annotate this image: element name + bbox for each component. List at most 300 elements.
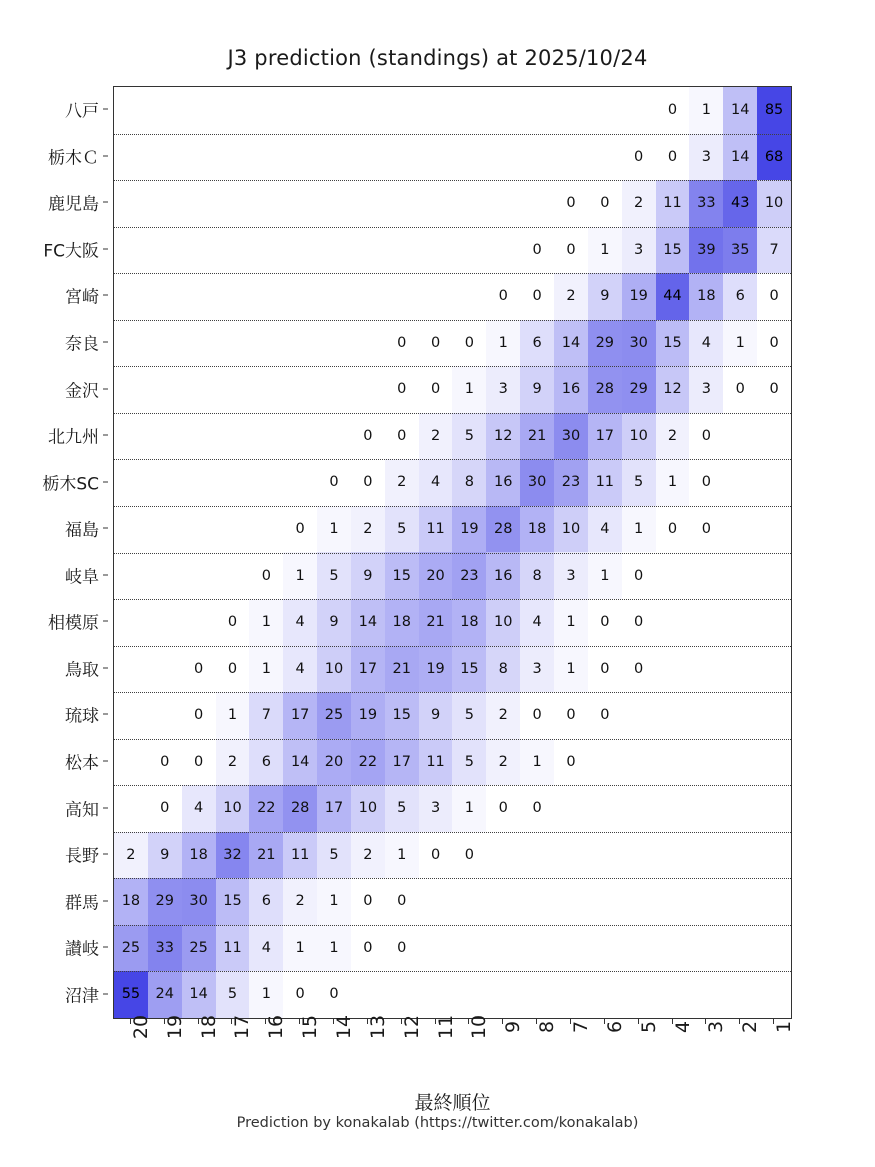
heatmap-cell: 9	[317, 599, 351, 646]
heatmap-cell	[148, 599, 182, 646]
y-axis-labels	[0, 86, 108, 1019]
heatmap-plot	[113, 86, 792, 1019]
heatmap-cell: 8	[520, 552, 554, 599]
heatmap-cell	[622, 739, 656, 786]
heatmap-cell: 4	[283, 599, 317, 646]
heatmap-cell	[148, 180, 182, 227]
y-axis-tick	[103, 109, 108, 110]
heatmap-cell: 0	[351, 413, 385, 460]
y-axis-tick	[103, 435, 108, 436]
heatmap-cell	[689, 692, 723, 739]
heatmap-cell: 10	[554, 506, 588, 553]
heatmap-cell	[689, 878, 723, 925]
heatmap-cell	[182, 227, 216, 274]
heatmap-cell	[452, 134, 486, 181]
heatmap-cell	[385, 87, 419, 134]
heatmap-cell: 6	[520, 320, 554, 367]
heatmap-cell	[114, 273, 148, 320]
heatmap-cell	[283, 87, 317, 134]
heatmap-cell	[114, 692, 148, 739]
heatmap-cell: 33	[148, 925, 182, 972]
heatmap-cell	[114, 785, 148, 832]
heatmap-cell	[283, 413, 317, 460]
heatmap-cell: 1	[554, 599, 588, 646]
heatmap-cell: 2	[283, 878, 317, 925]
heatmap-cell	[452, 87, 486, 134]
heatmap-cell: 21	[385, 646, 419, 693]
heatmap-cell	[419, 273, 453, 320]
heatmap-cell: 18	[689, 273, 723, 320]
heatmap-cell	[249, 413, 283, 460]
heatmap-cell	[385, 227, 419, 274]
heatmap-cell: 17	[588, 413, 622, 460]
y-axis-tick-label: 北九州	[48, 427, 99, 448]
heatmap-cell: 1	[486, 320, 520, 367]
heatmap-cell: 11	[419, 506, 453, 553]
x-axis-tick-label: 12	[400, 1014, 423, 1040]
heatmap-cell	[182, 413, 216, 460]
heatmap-cell: 0	[622, 599, 656, 646]
heatmap-cell	[148, 273, 182, 320]
x-axis-labels	[113, 1014, 796, 1079]
heatmap-cell: 8	[452, 459, 486, 506]
heatmap-cell: 16	[486, 552, 520, 599]
heatmap-cell	[723, 692, 757, 739]
heatmap-cell: 17	[385, 739, 419, 786]
y-axis-tick	[103, 528, 108, 529]
heatmap-cell: 3	[689, 134, 723, 181]
heatmap-cell	[182, 552, 216, 599]
heatmap-cell: 0	[554, 692, 588, 739]
heatmap-cell: 19	[452, 506, 486, 553]
heatmap-cell	[148, 459, 182, 506]
heatmap-cell: 0	[182, 692, 216, 739]
heatmap-cell	[656, 692, 690, 739]
heatmap-cell	[351, 273, 385, 320]
heatmap-cell: 1	[452, 366, 486, 413]
heatmap-cell	[148, 646, 182, 693]
heatmap-cell	[249, 506, 283, 553]
heatmap-cell	[689, 925, 723, 972]
heatmap-cell	[486, 925, 520, 972]
heatmap-cell: 33	[689, 180, 723, 227]
heatmap-cell: 22	[249, 785, 283, 832]
heatmap-cell	[588, 785, 622, 832]
heatmap-cell	[656, 599, 690, 646]
heatmap-cell	[622, 832, 656, 879]
y-axis-tick	[103, 993, 108, 994]
heatmap-cell: 4	[283, 646, 317, 693]
heatmap-cell: 6	[249, 878, 283, 925]
y-axis-tick-label: 宮崎	[65, 287, 99, 308]
y-axis-tick-label: 群馬	[65, 893, 99, 914]
heatmap-cell	[317, 134, 351, 181]
heatmap-cell: 0	[554, 739, 588, 786]
heatmap-cell	[486, 87, 520, 134]
heatmap-cell: 10	[622, 413, 656, 460]
y-axis-tick-label: FC大阪	[43, 241, 99, 262]
y-axis-tick	[103, 854, 108, 855]
heatmap-cell: 17	[283, 692, 317, 739]
heatmap-cell	[283, 227, 317, 274]
heatmap-cell: 2	[486, 692, 520, 739]
heatmap-cell: 1	[723, 320, 757, 367]
heatmap-cell	[757, 785, 791, 832]
heatmap-cell	[351, 366, 385, 413]
heatmap-cell: 1	[249, 646, 283, 693]
heatmap-cell: 1	[588, 552, 622, 599]
heatmap-cell	[249, 273, 283, 320]
heatmap-cell	[656, 785, 690, 832]
heatmap-cell: 14	[723, 134, 757, 181]
heatmap-cell: 1	[452, 785, 486, 832]
heatmap-cell: 9	[588, 273, 622, 320]
heatmap-cell: 0	[351, 878, 385, 925]
heatmap-cell	[520, 925, 554, 972]
heatmap-cell	[723, 506, 757, 553]
heatmap-cell	[588, 971, 622, 1018]
heatmap-cell	[757, 971, 791, 1018]
heatmap-cell	[656, 878, 690, 925]
heatmap-cell	[723, 971, 757, 1018]
heatmap-cell	[486, 227, 520, 274]
heatmap-cell	[452, 273, 486, 320]
heatmap-cell	[452, 925, 486, 972]
heatmap-cell: 10	[351, 785, 385, 832]
y-axis-tick	[103, 155, 108, 156]
heatmap-cell: 0	[148, 739, 182, 786]
y-axis-tick	[103, 481, 108, 482]
y-axis-tick-label: 栃木Ｃ	[48, 148, 99, 169]
heatmap-cell: 1	[622, 506, 656, 553]
x-axis-tick-label: 10	[468, 1014, 491, 1040]
heatmap-cell: 25	[317, 692, 351, 739]
heatmap-cell: 3	[520, 646, 554, 693]
heatmap-cell: 15	[656, 320, 690, 367]
heatmap-cell	[114, 413, 148, 460]
heatmap-cell: 20	[419, 552, 453, 599]
heatmap-cell	[757, 739, 791, 786]
heatmap-cell: 0	[385, 925, 419, 972]
heatmap-cell: 28	[486, 506, 520, 553]
heatmap-cell	[249, 459, 283, 506]
heatmap-cell: 0	[452, 832, 486, 879]
heatmap-cell: 85	[757, 87, 791, 134]
heatmap-cell: 1	[385, 832, 419, 879]
heatmap-cell: 17	[317, 785, 351, 832]
heatmap-cell	[351, 320, 385, 367]
heatmap-cell	[723, 413, 757, 460]
heatmap-cell: 1	[317, 506, 351, 553]
x-axis-tick-label: 2	[739, 1020, 762, 1034]
heatmap-cell: 29	[148, 878, 182, 925]
heatmap-cell	[723, 832, 757, 879]
y-axis-tick	[103, 342, 108, 343]
heatmap-cell: 14	[283, 739, 317, 786]
heatmap-cell: 5	[452, 739, 486, 786]
heatmap-cell: 8	[486, 646, 520, 693]
heatmap-cell	[249, 227, 283, 274]
heatmap-cell: 0	[656, 134, 690, 181]
x-axis-tick-label: 9	[502, 1020, 525, 1034]
heatmap-cell	[554, 87, 588, 134]
heatmap-cell: 30	[622, 320, 656, 367]
page-title: J3 prediction (standings) at 2025/10/24	[227, 46, 648, 70]
heatmap-cell: 0	[554, 180, 588, 227]
x-axis-tick-label: 7	[569, 1020, 592, 1034]
heatmap-cell: 2	[351, 506, 385, 553]
heatmap-cell: 2	[486, 739, 520, 786]
heatmap-cell	[283, 273, 317, 320]
heatmap-cell	[656, 832, 690, 879]
heatmap-cell: 18	[385, 599, 419, 646]
heatmap-cell	[148, 227, 182, 274]
heatmap-cell	[317, 180, 351, 227]
heatmap-cell: 30	[554, 413, 588, 460]
heatmap-cell	[520, 971, 554, 1018]
heatmap-cell: 0	[385, 320, 419, 367]
heatmap-cell: 29	[622, 366, 656, 413]
heatmap-cell: 7	[757, 227, 791, 274]
heatmap-cell	[317, 273, 351, 320]
heatmap-cell	[351, 87, 385, 134]
heatmap-cell: 0	[520, 785, 554, 832]
heatmap-cell: 10	[317, 646, 351, 693]
heatmap-cell	[216, 180, 250, 227]
heatmap-cell: 0	[520, 227, 554, 274]
heatmap-cell: 0	[317, 971, 351, 1018]
heatmap-cell: 2	[114, 832, 148, 879]
y-axis-tick	[103, 295, 108, 296]
heatmap-cell: 28	[283, 785, 317, 832]
heatmap-cell	[757, 552, 791, 599]
heatmap-cell: 14	[554, 320, 588, 367]
heatmap-cell	[182, 366, 216, 413]
heatmap-cell: 43	[723, 180, 757, 227]
heatmap-cell: 0	[317, 459, 351, 506]
heatmap-cell: 0	[385, 878, 419, 925]
heatmap-cell	[723, 925, 757, 972]
heatmap-cell: 14	[182, 971, 216, 1018]
heatmap-cell: 0	[351, 925, 385, 972]
heatmap-cell	[182, 273, 216, 320]
heatmap-cell: 0	[689, 459, 723, 506]
heatmap-cell	[216, 413, 250, 460]
heatmap-cell: 6	[723, 273, 757, 320]
heatmap-cell	[588, 925, 622, 972]
heatmap-cell	[757, 692, 791, 739]
heatmap-cell	[757, 506, 791, 553]
heatmap-cell: 0	[757, 273, 791, 320]
heatmap-cell: 2	[385, 459, 419, 506]
heatmap-cell: 0	[689, 413, 723, 460]
heatmap-cell: 10	[757, 180, 791, 227]
heatmap-cell: 11	[419, 739, 453, 786]
heatmap-cell	[554, 785, 588, 832]
heatmap-cell	[419, 227, 453, 274]
heatmap-cell	[757, 459, 791, 506]
heatmap-cell	[182, 320, 216, 367]
heatmap-cell: 10	[486, 599, 520, 646]
heatmap-cell	[351, 971, 385, 1018]
heatmap-cell: 32	[216, 832, 250, 879]
heatmap-cell: 1	[283, 925, 317, 972]
heatmap-cell: 4	[689, 320, 723, 367]
x-axis-title: 最終順位	[414, 1092, 491, 1114]
y-axis-tick-label: 沼津	[65, 986, 99, 1007]
heatmap-cell	[520, 134, 554, 181]
heatmap-cell: 0	[283, 971, 317, 1018]
heatmap-cell	[216, 506, 250, 553]
heatmap-cell	[249, 87, 283, 134]
heatmap-cell: 0	[351, 459, 385, 506]
heatmap-cell: 11	[216, 925, 250, 972]
heatmap-cell	[486, 134, 520, 181]
heatmap-cell	[351, 134, 385, 181]
heatmap-cell: 1	[520, 739, 554, 786]
heatmap-cell: 2	[216, 739, 250, 786]
heatmap-cell: 18	[182, 832, 216, 879]
heatmap-cell: 28	[588, 366, 622, 413]
x-axis-tick-label: 13	[366, 1014, 389, 1040]
y-axis-tick	[103, 388, 108, 389]
heatmap-cell: 2	[622, 180, 656, 227]
heatmap-cell: 19	[351, 692, 385, 739]
heatmap-cell: 19	[622, 273, 656, 320]
y-axis-tick	[103, 667, 108, 668]
heatmap-cell	[554, 832, 588, 879]
heatmap-cell: 0	[249, 552, 283, 599]
y-axis-tick	[103, 760, 108, 761]
heatmap-cell	[114, 320, 148, 367]
heatmap-cell	[351, 227, 385, 274]
heatmap-cell	[723, 599, 757, 646]
heatmap-cell	[419, 180, 453, 227]
heatmap-cell	[656, 646, 690, 693]
heatmap-cell: 4	[182, 785, 216, 832]
heatmap-cell: 0	[216, 646, 250, 693]
y-axis-tick	[103, 900, 108, 901]
heatmap-cell	[148, 134, 182, 181]
heatmap-cell	[216, 134, 250, 181]
heatmap-cell: 15	[452, 646, 486, 693]
x-axis-tick-label: 17	[231, 1014, 254, 1040]
heatmap-cell	[757, 599, 791, 646]
heatmap-cell	[216, 320, 250, 367]
heatmap-cell	[486, 971, 520, 1018]
heatmap-cell	[689, 832, 723, 879]
heatmap-cell: 2	[656, 413, 690, 460]
heatmap-cell: 4	[520, 599, 554, 646]
heatmap-cell	[419, 971, 453, 1018]
x-axis-tick-label: 20	[129, 1014, 152, 1040]
heatmap-cell: 29	[588, 320, 622, 367]
y-axis-tick-label: 鹿児島	[48, 194, 99, 215]
y-axis-tick-label: 栃木SC	[42, 474, 99, 495]
heatmap-cell	[216, 273, 250, 320]
heatmap-cell: 0	[486, 273, 520, 320]
heatmap-cell	[622, 971, 656, 1018]
y-axis-tick-label: 福島	[65, 520, 99, 541]
heatmap-cell	[114, 506, 148, 553]
heatmap-cell	[249, 180, 283, 227]
heatmap-cell	[283, 180, 317, 227]
y-axis-tick-label: 高知	[65, 800, 99, 821]
heatmap-cell	[317, 413, 351, 460]
heatmap-cell	[385, 134, 419, 181]
heatmap-cell	[486, 832, 520, 879]
y-axis-tick-label: 奈良	[65, 334, 99, 355]
heatmap-cell	[520, 87, 554, 134]
heatmap-cell: 0	[723, 366, 757, 413]
heatmap-cell: 55	[114, 971, 148, 1018]
heatmap-cell: 0	[520, 692, 554, 739]
heatmap-cell	[385, 180, 419, 227]
heatmap-cell: 0	[689, 506, 723, 553]
heatmap-cell: 18	[114, 878, 148, 925]
heatmap-cell: 0	[622, 134, 656, 181]
heatmap-cell: 23	[554, 459, 588, 506]
heatmap-cell	[148, 506, 182, 553]
heatmap-cell: 0	[216, 599, 250, 646]
heatmap-cell: 20	[317, 739, 351, 786]
heatmap-cell: 10	[216, 785, 250, 832]
heatmap-cell	[148, 366, 182, 413]
heatmap-cell	[148, 87, 182, 134]
y-axis-tick-label: 琉球	[65, 706, 99, 727]
heatmap-cell: 3	[689, 366, 723, 413]
heatmap-cell	[283, 134, 317, 181]
heatmap-cell	[182, 459, 216, 506]
heatmap-cell: 7	[249, 692, 283, 739]
heatmap-cell	[486, 878, 520, 925]
heatmap-cell	[114, 646, 148, 693]
heatmap-cell: 1	[689, 87, 723, 134]
heatmap-cell: 15	[216, 878, 250, 925]
x-axis-tick-label: 4	[671, 1020, 694, 1034]
heatmap-cell	[723, 739, 757, 786]
x-axis-tick-label: 14	[333, 1014, 356, 1040]
heatmap-cell: 5	[216, 971, 250, 1018]
heatmap-cell: 3	[622, 227, 656, 274]
heatmap-cell	[520, 878, 554, 925]
heatmap-cell: 25	[182, 925, 216, 972]
heatmap-cell: 0	[656, 87, 690, 134]
heatmap-cell	[588, 87, 622, 134]
heatmap-cell	[317, 87, 351, 134]
heatmap-cell: 14	[723, 87, 757, 134]
heatmap-cell: 5	[317, 832, 351, 879]
heatmap-cell: 1	[317, 878, 351, 925]
heatmap-cell	[216, 366, 250, 413]
heatmap-cell	[689, 785, 723, 832]
heatmap-cell: 1	[283, 552, 317, 599]
heatmap-cell	[520, 180, 554, 227]
heatmap-cell: 0	[452, 320, 486, 367]
x-axis-tick-label: 6	[603, 1020, 626, 1034]
heatmap-cell	[656, 552, 690, 599]
heatmap-cell	[249, 366, 283, 413]
heatmap-cell: 4	[419, 459, 453, 506]
heatmap-cell	[452, 227, 486, 274]
heatmap-cell: 25	[114, 925, 148, 972]
heatmap-cell: 35	[723, 227, 757, 274]
heatmap-cell: 15	[385, 692, 419, 739]
heatmap-cell: 5	[452, 413, 486, 460]
heatmap-cell	[182, 87, 216, 134]
heatmap-cell	[148, 320, 182, 367]
x-axis-tick-label: 16	[265, 1014, 288, 1040]
